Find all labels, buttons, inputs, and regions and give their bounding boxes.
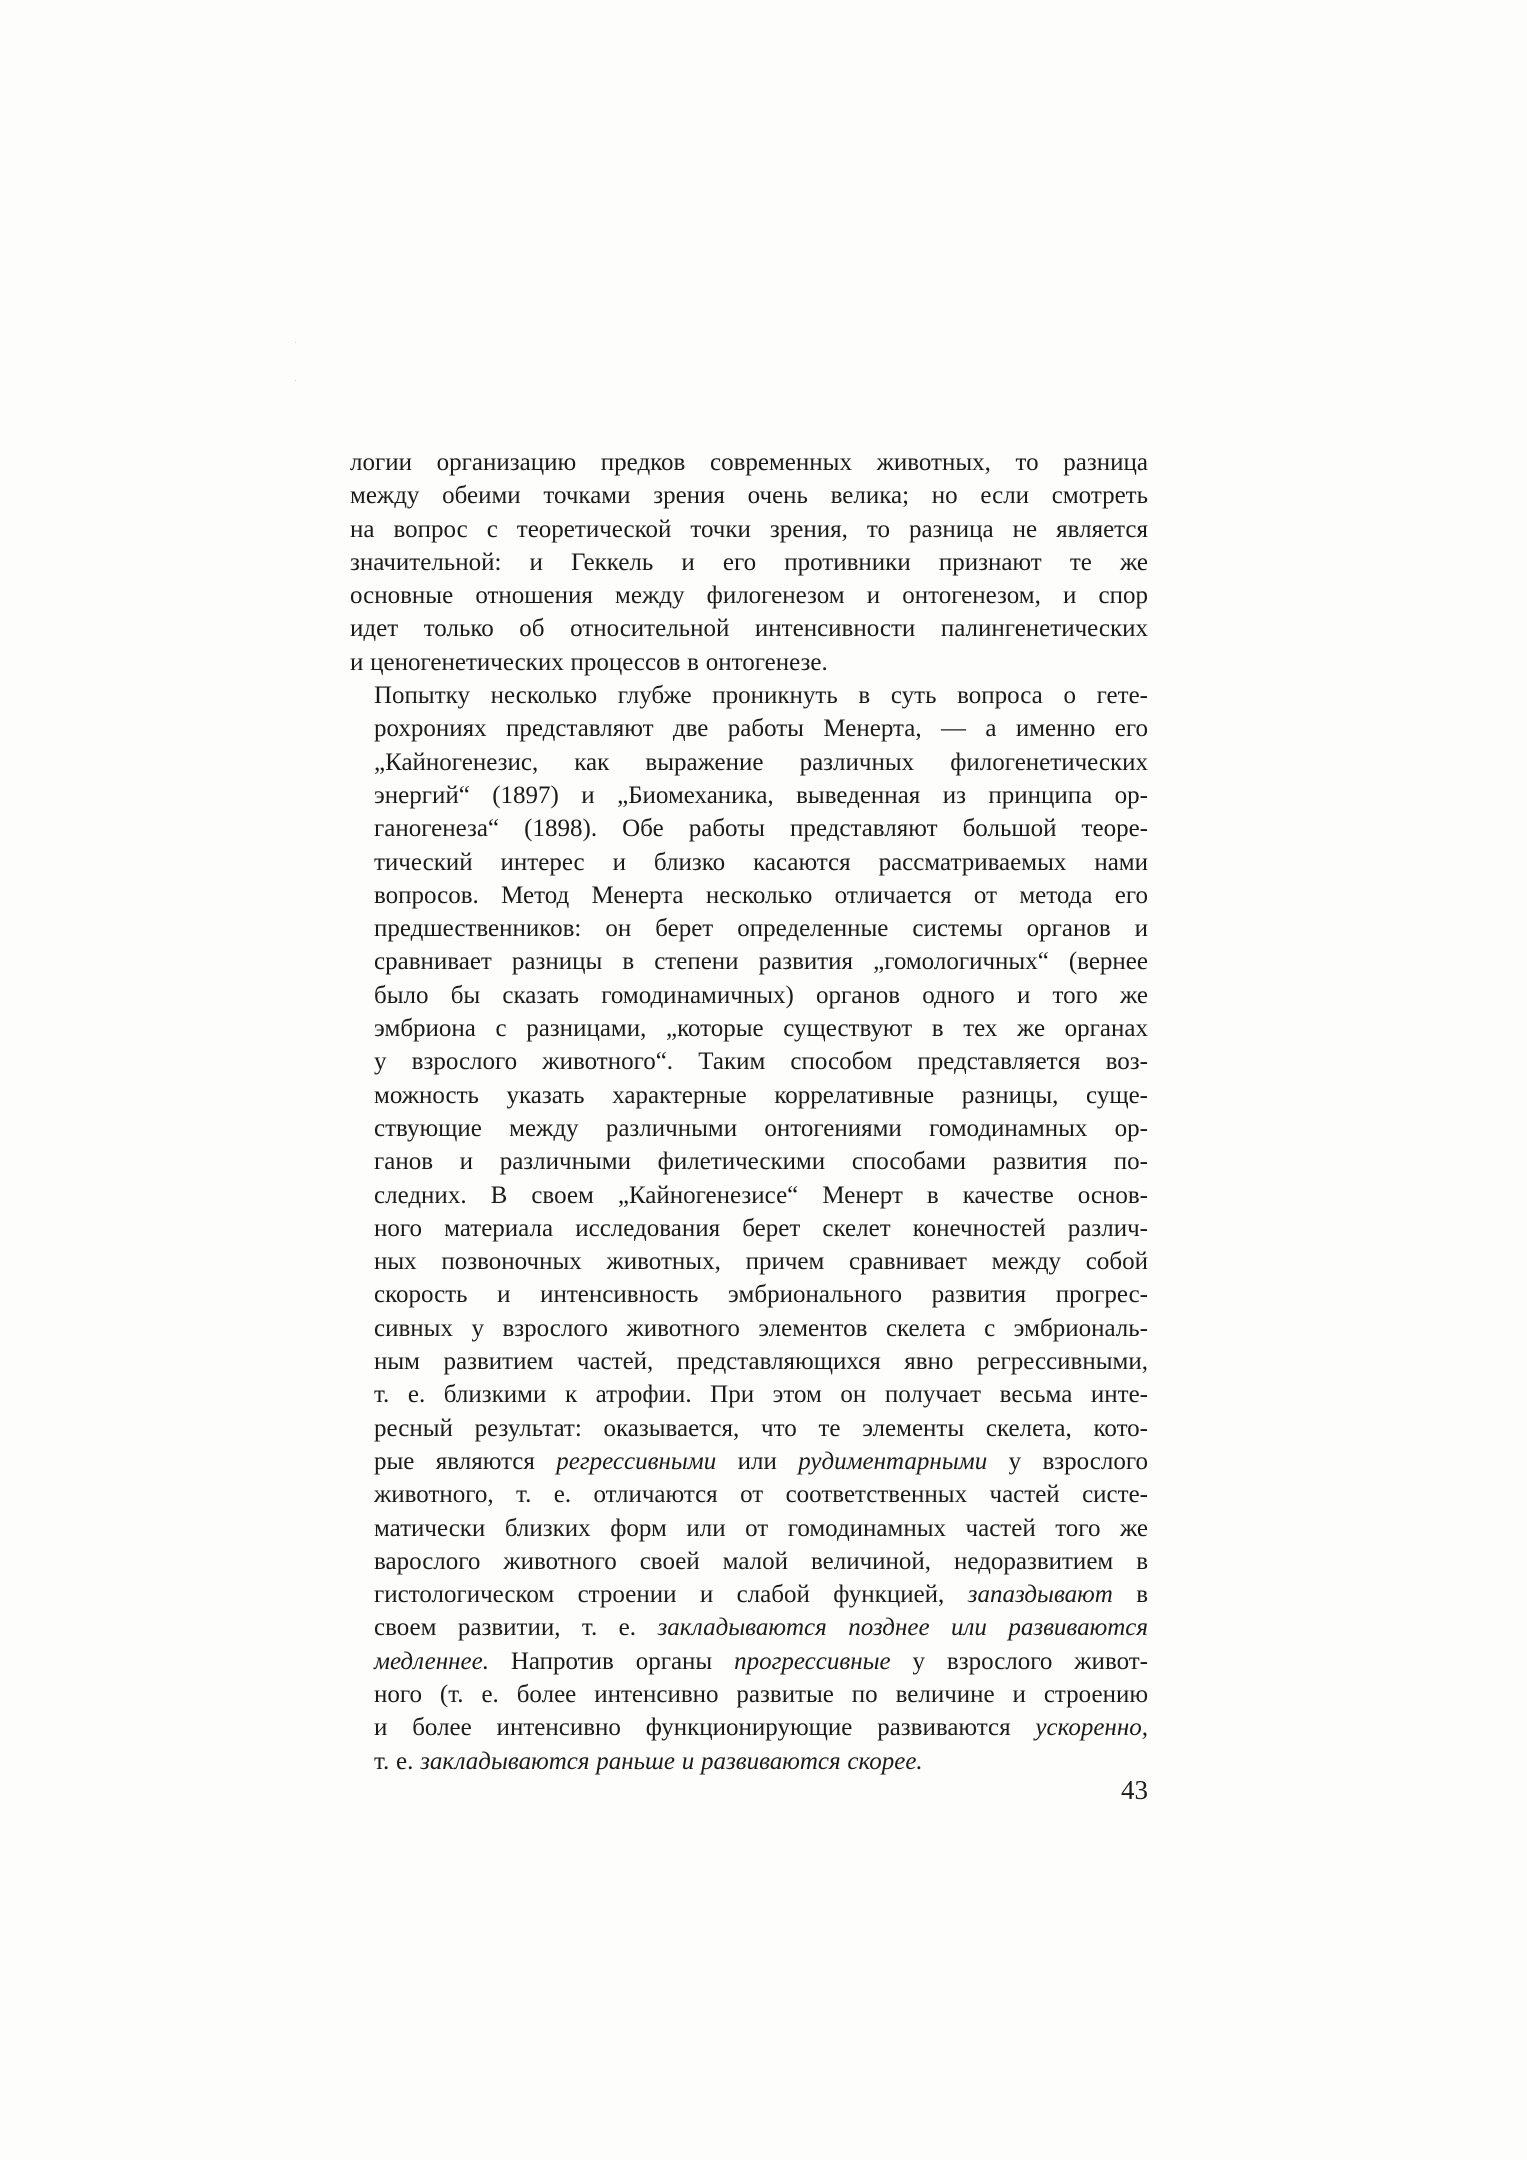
text-line [350,1512,1148,1545]
text-fragment: в [1112,1581,1148,1609]
text-fragment: значительной: и Геккель и его противники признают те же [350,548,1148,576]
text-line [350,1478,1148,1511]
text-line [350,1179,1148,1212]
text-fragment: у взрослого живот- [890,1647,1148,1675]
paragraph [350,446,1148,679]
text-line [350,1278,1148,1311]
text-fragment: логии организацию предков современных животных, то разница [350,449,1148,476]
text-fragment: ганогенеза“ (1898). Обе работы представляют большой теоре- [374,815,1148,843]
text-fragment: идет только об относительной интенсивности палингенетических [350,615,1148,643]
text-line [350,912,1148,945]
text-line [350,812,1148,845]
page-number: 43 [1121,1775,1148,1805]
text-line [350,1112,1148,1145]
text-fragment: можность указать характерные коррелативные разницы, суще- [374,1081,1148,1109]
scan-speck [295,342,296,343]
text-line [350,546,1148,579]
text-line [350,1745,1148,1778]
text-line [350,846,1148,879]
paragraph [350,679,1148,1778]
text-fragment: сравнивает разницы в степени развития „гомологичных“ (вернее [374,948,1148,976]
text-fragment: рые являются [374,1447,557,1475]
text-fragment: следних. В своем „Кайногенезисе“ Менерт в качестве основ- [374,1181,1148,1209]
text-fragment: основные отношения между филогенезом и онтогенезом, и спор [350,582,1148,610]
text-fragment: ствующие между различными онтогениями гомодинамных ор- [374,1114,1148,1142]
text-line [350,679,1148,712]
text-line [350,1645,1148,1678]
text-line [350,1545,1148,1578]
text-line [350,1611,1148,1644]
text-line [350,945,1148,978]
text-line [350,1045,1148,1078]
text-line [350,1079,1148,1112]
italic-text: закладываются раньше и развиваются скорее. [420,1747,923,1775]
text-fragment: рохрониях представляют две работы Менерта, — а именно его [374,715,1148,743]
text-line [350,612,1148,645]
text-line [350,1578,1148,1611]
italic-text: закладываются позднее или развиваются [657,1614,1149,1642]
text-line [350,479,1148,512]
text-line [350,1711,1148,1744]
italic-text: прогрессивные [734,1647,891,1675]
text-line [350,513,1148,546]
text-line [350,712,1148,745]
text-fragment: Напротив органы [488,1647,735,1675]
text-fragment: т. е. близкими к атрофии. При этом он получает весьма инте- [374,1381,1148,1409]
italic-text: рудиментарными [798,1447,988,1475]
text-fragment: ного материала исследования берет скелет конечностей различ- [374,1214,1148,1242]
text-fragment: и ценогенетических процессов в онтогенезе. [350,648,828,676]
text-fragment: матически близких форм или от гомодинамных частей того же [374,1514,1148,1542]
scan-speck [295,380,296,381]
text-fragment: на вопрос с теоретической точки зрения, то разница не является [350,515,1148,543]
text-fragment: между обеими точками зрения очень велика; но если смотреть [350,482,1148,510]
body-text [350,446,1148,1778]
text-fragment: и более интенсивно функционирующие развиваются [374,1714,1036,1742]
text-line [350,1212,1148,1245]
text-line [350,646,1148,679]
text-line [350,879,1148,912]
text-fragment: тический интерес и близко касаются рассматриваемых нами [374,848,1148,876]
text-fragment: вопросов. Метод Менерта несколько отличается от метода его [374,881,1148,909]
text-fragment: было бы сказать гомодинамичных) органов одного и того же [374,981,1148,1009]
text-fragment: эмбриона с разницами, „которые существуют в тех же органах [374,1015,1148,1043]
text-fragment: предшественников: он берет определенные системы органов и [374,915,1148,943]
text-fragment: ганов и различными филетическими способами развития по- [374,1148,1148,1176]
text-line [350,446,1148,479]
text-fragment: у взрослого животного“. Таким способом представляется воз- [374,1048,1148,1076]
text-fragment: ного (т. е. более интенсивно развитые по величине и строению [374,1680,1148,1708]
text-line [350,1412,1148,1445]
text-fragment: или [716,1447,799,1475]
text-fragment: своем развитии, т. е. [374,1614,658,1642]
text-line [350,1678,1148,1711]
text-line [350,1378,1148,1411]
text-fragment: у взрослого [987,1447,1149,1475]
text-line [350,779,1148,812]
text-fragment: животного, т. е. отличаются от соответственных частей систе- [374,1481,1148,1509]
text-line [350,1445,1148,1478]
text-fragment: гистологическом строении и слабой функцией, [374,1581,968,1609]
text-line [350,579,1148,612]
text-fragment: энергий“ (1897) и „Биомеханика, выведенная из принципа ор- [374,781,1148,809]
text-fragment: Попытку несколько глубже проникнуть в суть вопроса о гете- [374,682,1148,710]
text-line [350,1145,1148,1178]
italic-text: медленнее. [374,1647,489,1675]
text-fragment: т. е. [374,1747,421,1775]
italic-text: запаздывают [967,1581,1113,1609]
text-line [350,1312,1148,1345]
text-line [350,979,1148,1012]
text-line [350,746,1148,779]
italic-text: ускоренно, [1035,1714,1148,1742]
text-fragment: скорость и интенсивность эмбрионального развития прогрес- [374,1281,1148,1309]
text-fragment: варослого животного своей малой величиной, недоразвитием в [374,1547,1148,1575]
text-fragment: ресный результат: оказывается, что те элементы скелета, кото- [374,1414,1148,1442]
text-line [350,1345,1148,1378]
text-fragment: ным развитием частей, представляющихся явно регрессивными, [374,1348,1148,1376]
text-fragment: сивных у взрослого животного элементов скелета с эмбриональ- [374,1314,1148,1342]
text-fragment: „Кайногенезис, как выражение различных филогенетических [374,748,1148,776]
italic-text: регрессивными [556,1447,717,1475]
text-line [350,1012,1148,1045]
text-fragment: ных позвоночных животных, причем сравнивает между собой [374,1248,1148,1276]
text-line [350,1245,1148,1278]
